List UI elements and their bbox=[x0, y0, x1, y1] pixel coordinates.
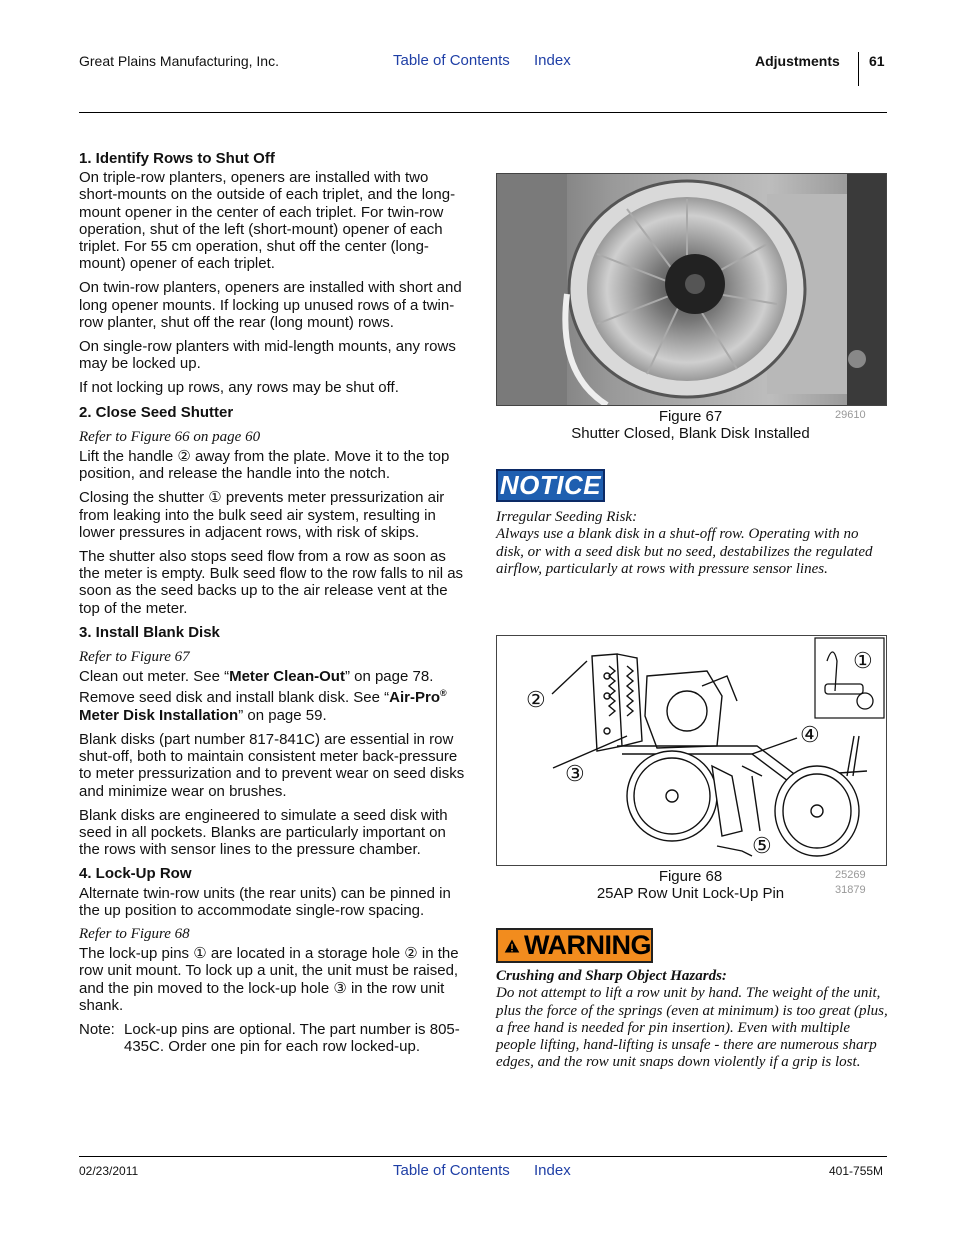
warning-body: Do not attempt to lift a row unit by hand. The weight of the unit, plus the force of the springs (even at minimum) is too great (plus, a free hand is needed for pin insertion). Even with multiple people lifting, hand-lifting is unsafe - there are numerous sharp edges, and the row unit snaps down violently if a grip is lost. bbox=[496, 985, 888, 1071]
note-text: Lock-up pins are optional. The part number is 805-435C. Order one pin for each row locked-up. bbox=[124, 1020, 460, 1056]
index-link-header[interactable]: Index bbox=[534, 52, 571, 69]
toc-link-header[interactable]: Table of Contents bbox=[393, 52, 510, 69]
footer-date: 02/23/2011 bbox=[79, 1164, 139, 1178]
notice-badge: NOTICE bbox=[496, 469, 605, 502]
caption-title: Figure 67 bbox=[658, 408, 723, 425]
company-name: Great Plains Manufacturing, Inc. bbox=[79, 53, 279, 69]
section-3-paragraph: Blank disks are engineered to simulate a seed disk with seed in all pockets. Blanks are particularly important on the rows with sensor lines to the pressure chamber. bbox=[79, 806, 448, 859]
figure-67-part-number: 29610 bbox=[835, 409, 866, 421]
section-1-paragraph: On single-row planters with mid-length mounts, any rows may be locked up. bbox=[79, 338, 456, 373]
callout-1: ① bbox=[853, 648, 873, 673]
callout-2: ② bbox=[526, 687, 546, 712]
section-3-paragraph: Clean out meter. See “Meter Clean-Out” on page 78. Remove seed disk and install blank disk. See “Air-Pro® Meter Disk Installation” on page 59. bbox=[79, 668, 447, 724]
section-2-paragraph: The shutter also stops seed flow from a row as soon as the meter is empty. Bulk seed flow to the row falls to nil as soon as the seed backs up to the air release vent at the top of the meter. bbox=[79, 548, 464, 617]
figure-reference: Refer to Figure 68 bbox=[79, 925, 190, 942]
section-title: Adjustments bbox=[755, 53, 840, 69]
doc-number: 401-755M bbox=[829, 1164, 884, 1178]
section-2-title: 2. Close Seed Shutter bbox=[79, 403, 234, 421]
figure-reference: Refer to Figure 66 on page 60 bbox=[79, 428, 261, 445]
note-label: Note: bbox=[79, 1020, 115, 1038]
section-1-paragraph: On twin-row planters, openers are installed with short and long opener mounts. If locking up unused rows of a twin-row planter, shut off the rear (long mount) rows. bbox=[79, 279, 462, 331]
notice-body: Always use a blank disk in a shut-off row. Operating with no disk, or with a seed disk but no seed, destabilizes the regulated airflow, particularly at rows with pressure sensor lines. bbox=[496, 526, 873, 577]
section-1-paragraph: If not locking up rows, any rows may be shut off. bbox=[79, 379, 399, 397]
meter-disk-installation-link[interactable]: Air-Pro® Meter Disk Installation bbox=[79, 688, 447, 724]
caption-title: Figure 68 bbox=[658, 868, 723, 885]
header-rule bbox=[79, 112, 887, 113]
note bbox=[79, 1021, 469, 1055]
warning-block bbox=[496, 968, 888, 1072]
warning-badge: WARNING bbox=[496, 928, 653, 963]
figure-68-part-number: 25269 31879 bbox=[835, 869, 866, 896]
section-3-title: 3. Install Blank Disk bbox=[79, 623, 220, 641]
warning-triangle-icon bbox=[504, 936, 520, 956]
section-1-paragraph: On triple-row planters, openers are installed with two short-mounts on the outside of each triplet, and the long-mount opener in the center of each triplet. For twin-row operation, shut of the left (short-mount) opener of each triplet. For 55 cm operation, shut off the center (long-mount) opener of each triplet. bbox=[79, 169, 456, 273]
header-divider bbox=[858, 52, 859, 86]
section-2-paragraph: Closing the shutter ① prevents meter pressurization air from leaking into the bulk seed air system, resulting in lower pressures in adjacent rows, with risk of skips. bbox=[79, 489, 445, 541]
figure-68-drawing bbox=[496, 635, 887, 866]
figure-68-caption bbox=[496, 868, 885, 902]
callout-5: ⑤ bbox=[752, 833, 772, 858]
section-1-title: 1. Identify Rows to Shut Off bbox=[79, 150, 275, 167]
toc-link-footer[interactable]: Table of Contents bbox=[393, 1162, 510, 1179]
section-4-paragraph: The lock-up pins ① are located in a storage hole ② in the row unit mount. To lock up a unit, the unit must be raised, and the pin moved to the lock-up hole ③ in the row unit shank. bbox=[79, 945, 459, 1014]
row-unit-illustration bbox=[497, 636, 886, 865]
section-3-paragraph: Blank disks (part number 817-841C) are essential in row shut-off, both to maintain consistent meter back-pressure to meter pressurization and to prevent wear on seed disks and minimize wear on brushes. bbox=[79, 730, 465, 800]
index-link-footer[interactable]: Index bbox=[534, 1162, 571, 1179]
figure-67-caption bbox=[496, 408, 885, 442]
figure-67-photo bbox=[496, 173, 887, 406]
warning-title: Crushing and Sharp Object Hazards: bbox=[496, 968, 727, 984]
section-4-title: 4. Lock-Up Row bbox=[79, 865, 192, 883]
callout-4: ④ bbox=[800, 722, 820, 747]
section-2-paragraph: Lift the handle ② away from the plate. Move it to the top position, and release the handle into the notch. bbox=[79, 448, 450, 483]
callout-3: ③ bbox=[565, 761, 585, 786]
notice-block bbox=[496, 509, 888, 578]
footer-rule bbox=[79, 1156, 887, 1157]
caption-text: 25AP Row Unit Lock-Up Pin bbox=[596, 885, 785, 902]
meter-photo-illustration bbox=[497, 174, 886, 405]
meter-clean-out-link[interactable]: Meter Clean-Out bbox=[229, 668, 345, 686]
figure-reference: Refer to Figure 67 bbox=[79, 649, 190, 666]
notice-title: Irregular Seeding Risk: bbox=[496, 509, 638, 525]
page-number: 61 bbox=[869, 53, 885, 69]
caption-text: Shutter Closed, Blank Disk Installed bbox=[571, 425, 810, 442]
section-4-paragraph: Alternate twin-row units (the rear units) can be pinned in the up position to accommodate single-row spacing. bbox=[79, 884, 451, 919]
left-column bbox=[79, 150, 469, 1055]
